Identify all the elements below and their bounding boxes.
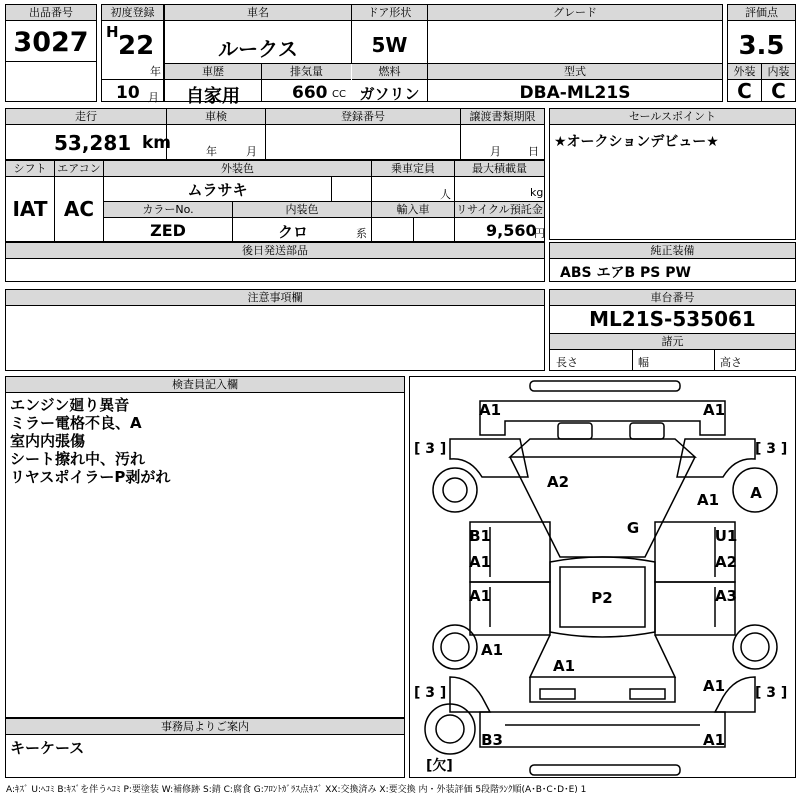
length-label: 長さ <box>556 356 578 369</box>
transfer-day-unit: 日 <box>528 145 539 158</box>
sales-point-header: セールスポイント <box>550 109 795 125</box>
mileage-header: 走行 <box>6 109 166 125</box>
inspector-note: リヤスポイラーP剥がれ <box>10 468 171 486</box>
interior-color: クロ <box>277 223 308 241</box>
tire-right-rear: [ 3 ] <box>755 685 788 701</box>
damage-mark: A1 <box>702 731 726 749</box>
damage-mark: A1 <box>480 641 504 659</box>
lot-number-box <box>5 4 97 102</box>
max-load-header: 最大積載量 <box>455 161 544 177</box>
fuel-type: ガソリン <box>359 85 420 103</box>
chassis-header: 車台番号 <box>550 290 795 306</box>
registration-year: 22 <box>118 31 155 61</box>
exterior-color: ムラサキ <box>187 181 248 199</box>
recycle-unit: 円 <box>534 227 545 240</box>
capacity-header: 乗車定員 <box>372 161 454 177</box>
later-parts-header: 後日発送部品 <box>6 243 544 259</box>
history-header: 車歴 <box>165 64 261 80</box>
damage-mark: A1 <box>478 401 502 419</box>
damage-mark: U1 <box>714 527 738 545</box>
aircon-type: AC <box>63 197 95 221</box>
shift-type: IAT <box>12 197 48 221</box>
transfer-deadline-header: 譲渡書類期限 <box>461 109 544 125</box>
fuel-header: 燃料 <box>352 64 427 80</box>
width-label: 幅 <box>638 356 649 369</box>
damage-mark: B1 <box>469 527 491 545</box>
inspection-year-unit: 年 <box>206 145 217 158</box>
damage-mark: A1 <box>696 491 720 509</box>
spec-block <box>5 160 545 242</box>
recycle-fee: 9,560 <box>486 221 537 240</box>
damage-mark: A1 <box>468 587 492 605</box>
height-label: 高さ <box>720 356 742 369</box>
damage-mark: A <box>750 484 762 502</box>
tire-right-front: [ 3 ] <box>755 441 788 457</box>
car-diagram-box <box>409 376 796 778</box>
displacement-header: 排気量 <box>262 64 351 80</box>
capacity-unit: 人 <box>440 188 451 201</box>
door-type: 5W <box>371 33 408 57</box>
tire-left-rear: [ 3 ] <box>414 685 447 701</box>
specs-header: 諸元 <box>550 333 795 350</box>
interior-header: 内装 <box>762 64 795 80</box>
import-header: 輸入車 <box>372 202 454 218</box>
registration-month: 10 <box>116 83 140 103</box>
office-notes-box <box>5 718 405 778</box>
later-parts-box <box>5 242 545 282</box>
inspection-header: 車検 <box>167 109 265 125</box>
max-load-unit: kg <box>530 186 544 199</box>
exterior-grade: C <box>737 79 752 103</box>
legend: A:ｷｽﾞ U:ﾍｺﾐ B:ｷｽﾞを伴うﾍｺﾐ P:要塗装 W:補修跡 S:錆 C:腐食 G:ﾌﾛﾝﾄｶﾞﾗｽ点ｷｽﾞ XX:交換済み X:要交換 内・外装評価 5段階ﾗﾝｸ順(A･B･C･D･E) 1 <box>6 785 587 795</box>
shift-header: シフト <box>6 161 54 177</box>
inspector-note: ミラー電格不良、A <box>10 414 142 432</box>
inspector-note: 室内内張傷 <box>10 432 86 450</box>
tire-left-front: [ 3 ] <box>414 441 447 457</box>
damage-mark: A1 <box>702 401 726 419</box>
int-color-header: 内装色 <box>233 202 371 218</box>
damage-mark: A1 <box>552 657 576 675</box>
ext-color-header: 外装色 <box>104 161 371 177</box>
damage-mark: A2 <box>546 473 570 491</box>
mileage-block <box>5 108 545 160</box>
year-unit: 年 <box>150 65 161 78</box>
chassis-box <box>549 289 796 371</box>
grade-header: グレード <box>428 5 722 21</box>
displacement-unit: CC <box>332 89 346 100</box>
damage-mark: A3 <box>714 587 738 605</box>
vehicle-main-box <box>164 4 723 107</box>
interior-grade: C <box>771 79 786 103</box>
inspector-note: エンジン廻り異音 <box>10 396 130 414</box>
office-note: キーケース <box>10 739 85 757</box>
overall-score: 3.5 <box>738 31 785 61</box>
chassis-number: ML21S-535061 <box>589 307 756 331</box>
damage-mark: A1 <box>702 677 726 695</box>
inspection-month-unit: 月 <box>246 145 257 158</box>
interior-color-suffix: 系 <box>356 227 367 240</box>
model-code: DBA-ML21S <box>519 83 631 103</box>
spare-tire: [欠] <box>426 758 453 774</box>
car-history: 自家用 <box>186 86 240 107</box>
genuine-equipment: ABS エアB PS PW <box>560 265 691 281</box>
color-number: ZED <box>150 221 186 240</box>
score-box <box>727 4 796 102</box>
reg-number-header: 登録番号 <box>266 109 460 125</box>
model-code-header: 型式 <box>428 64 722 80</box>
car-name-header: 車名 <box>165 5 351 21</box>
lot-number-header: 出品番号 <box>6 5 96 21</box>
inspector-notes-header: 検査員記入欄 <box>6 377 404 393</box>
recycle-header: リサイクル預託金 <box>456 203 543 216</box>
transfer-month-unit: 月 <box>490 145 501 158</box>
office-notes-header: 事務局よりご案内 <box>6 719 404 735</box>
damage-mark: P2 <box>591 589 613 607</box>
displacement: 660 <box>292 83 328 103</box>
inspector-notes-box <box>5 376 405 718</box>
damage-mark: A1 <box>468 553 492 571</box>
score-header: 評価点 <box>728 5 795 21</box>
aircon-header: エアコン <box>55 161 103 177</box>
sales-point: ★オークションデビュー★ <box>554 134 719 150</box>
mileage: 53,281 <box>54 131 132 155</box>
mileage-unit: km <box>142 133 172 153</box>
genuine-equipment-box <box>549 242 796 282</box>
month-unit: 月 <box>148 91 159 104</box>
damage-mark: A2 <box>714 553 738 571</box>
damage-mark: B3 <box>481 731 503 749</box>
sales-point-box <box>549 108 796 240</box>
notes-header: 注意事項欄 <box>6 290 544 306</box>
door-header: ドア形状 <box>352 5 427 21</box>
inspector-note: シート擦れ中、汚れ <box>10 450 146 468</box>
notes-box <box>5 289 545 371</box>
damage-mark: G <box>626 519 640 537</box>
first-registration-header: 初度登録 <box>102 5 163 21</box>
first-registration-box <box>101 4 164 102</box>
car-name: ルークス <box>218 37 298 61</box>
color-no-header: カラーNo. <box>104 202 232 218</box>
car-outline-diagram <box>410 377 795 777</box>
lot-number: 3027 <box>13 27 89 58</box>
era-letter: H <box>106 23 119 41</box>
genuine-equipment-header: 純正装備 <box>550 243 795 259</box>
exterior-header: 外装 <box>728 64 761 80</box>
